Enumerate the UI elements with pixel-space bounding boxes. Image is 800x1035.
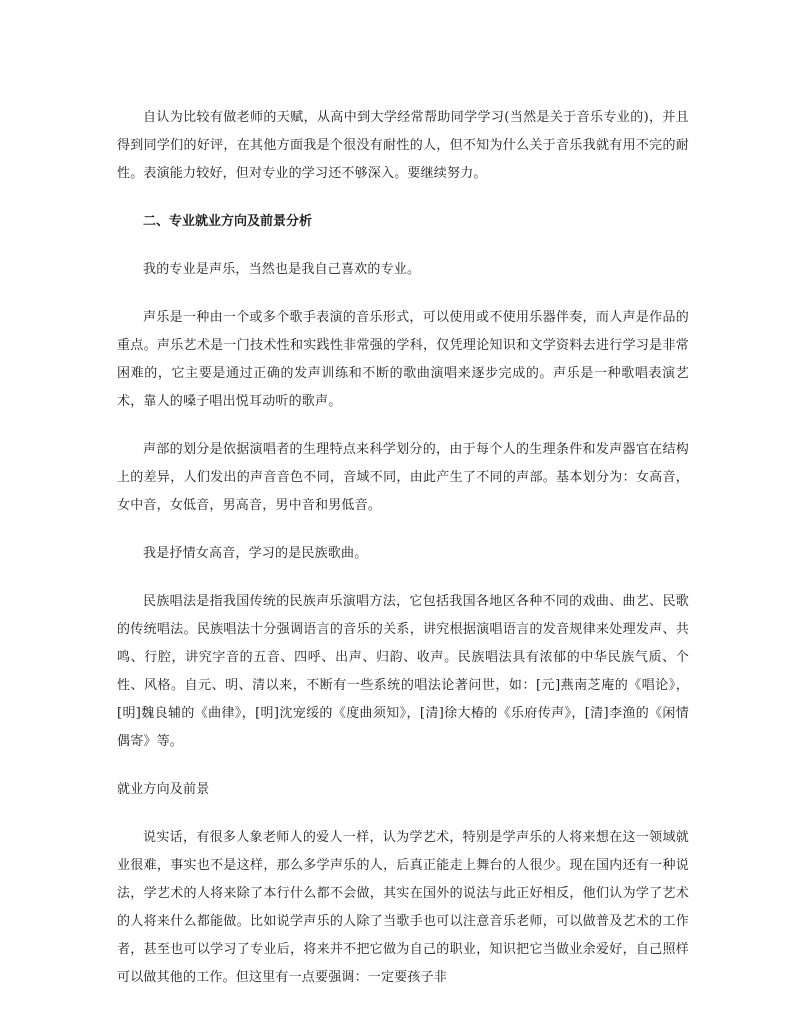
paragraph-self-assessment: 自认为比较有做老师的天赋，从高中到大学经常帮助同学学习(当然是关于音乐专业的)，并且得到同学们的好评，在其他方面我是个很没有耐性的人，但不知为什么关于音乐我就有用不完的耐性。表演能力较好，但对专业的学习还不够深入。要继续努力。	[117, 110, 689, 181]
paragraph-career-discussion: 说实话，有很多人象老师人的爱人一样，认为学艺术，特别是学声乐的人将来想在这一领域就业很难，事实也不是这样，那么多学声乐的人，后真正能走上舞台的人很少。现在国内还有一种说法，学艺术的人将来除了本行什么都不会做，其实在国外的说法与此正好相反，他们认为学了艺术的人将来什么都能做。比如说学声乐的人除了当歌手也可以注意音乐老师，可以做普及艺术的工作者，甚至也可以学习了专业后，将来并不把它做为自己的职业，知识把它当做业余爱好，自己照样可以做其他的工作。但这里有一点要强调：一定要孩子非	[117, 830, 689, 985]
paragraph-personal-voice-type: 我是抒情女高音，学习的是民族歌曲。	[143, 546, 368, 561]
document-body	[117, 104, 689, 992]
paragraph-folk-singing: 民族唱法是指我国传统的民族声乐演唱方法，它包括我国各地区各种不同的戏曲、曲艺、民歌的传统唱法。民族唱法十分强调语言的音乐的关系，讲究根据演唱语言的发音规律来处理发声、共鸣、行腔，讲究字音的五音、四呼、出声、归韵、收声。民族唱法具有浓郁的中华民族气质、个性、风格。自元、明、清以来，不断有一些系统的唱法论著问世，如：[元]燕南芝庵的《唱论》，[明]魏良辅的《曲律》，[明]沈宠绥的《度曲须知》，[清]徐大椿的《乐府传声》，[清]李渔的《闲情偶寄》等。	[117, 594, 689, 749]
paragraph-vocal-music-definition: 声乐是一种由一个或多个歌手表演的音乐形式，可以使用或不使用乐器伴奏，而人声是作品的重点。声乐艺术是一门技术性和实践性非常强的学科，仅凭理论知识和文学资料去进行学习是非常困难的，它主要是通过正确的发声训练和不断的歌曲演唱来逐步完成的。声乐是一种歌唱表演艺术，靠人的嗓子唱出悦耳动听的歌声。	[117, 310, 689, 409]
paragraph-voice-parts: 声部的划分是依据演唱者的生理特点来科学划分的，由于每个人的生理条件和发声器官在结构上的差异，人们发出的声音音色不同，音域不同，由此产生了不同的声部。基本划分为：女高音，女中音，女低音，男高音，男中音和男低音。	[117, 442, 689, 513]
subheading-career-prospects: 就业方向及前景	[117, 782, 210, 797]
paragraph-major-intro: 我的专业是声乐，当然也是我自己喜欢的专业。	[143, 262, 421, 277]
section-heading-career-analysis: 二、专业就业方向及前景分析	[143, 214, 313, 229]
